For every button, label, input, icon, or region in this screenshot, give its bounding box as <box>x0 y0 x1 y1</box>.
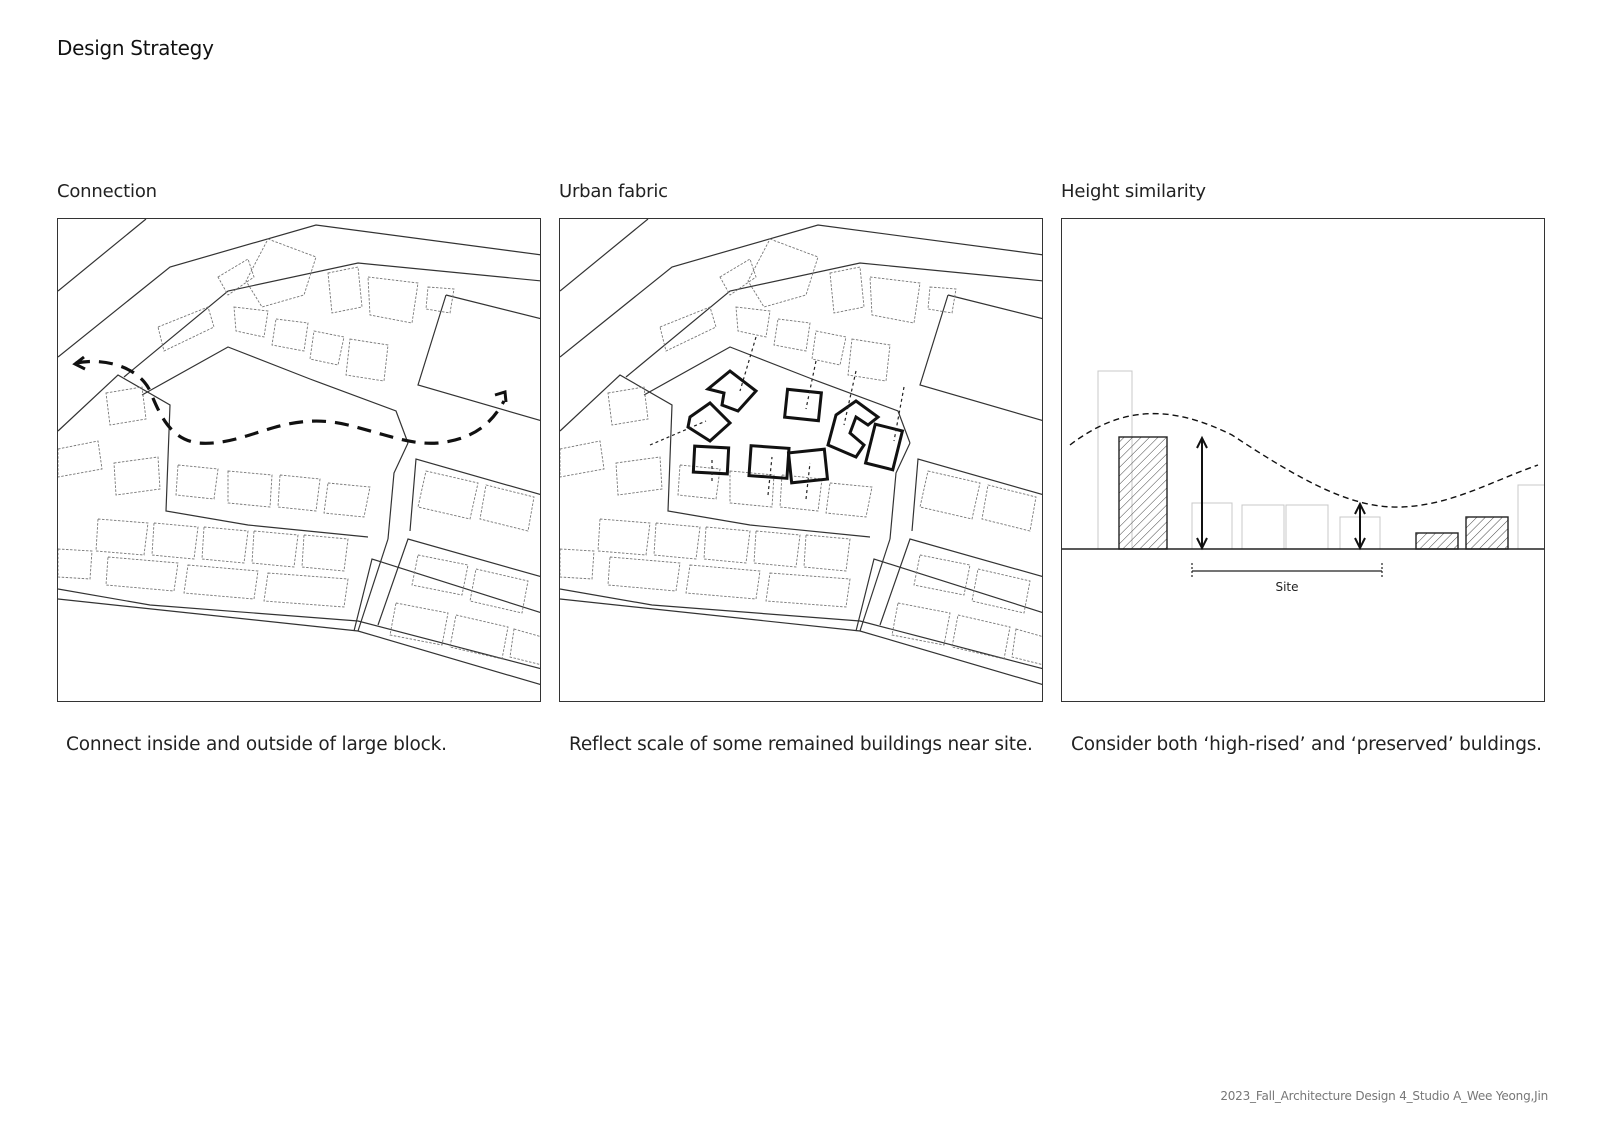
preserved-building-1 <box>1416 533 1458 549</box>
page-title: Design Strategy <box>57 36 214 60</box>
caption-urban-fabric: Reflect scale of some remained buildings near site. <box>569 734 1033 755</box>
footer-credit: 2023_Fall_Architecture Design 4_Studio A_Wee Yeong,Jin <box>1220 1089 1548 1103</box>
reference-arrows <box>650 337 904 499</box>
connection-site-plan <box>58 219 541 702</box>
height-arrow-right <box>1355 504 1365 548</box>
caption-height-similarity: Consider both ‘high-rised’ and ‘preserved’ buldings. <box>1071 734 1542 755</box>
panel-connection-label: Connection <box>57 181 157 202</box>
site-dimension-line <box>1192 563 1382 577</box>
site-label: Site <box>1275 580 1299 594</box>
height-section-diagram <box>1062 219 1545 702</box>
high-rise-building <box>1119 437 1167 549</box>
connection-path <box>75 357 506 443</box>
urban-fabric-site-plan <box>560 219 1043 702</box>
proposed-buildings <box>688 371 902 483</box>
caption-connection: Connect inside and outside of large block. <box>66 734 447 755</box>
panel-urban-fabric-label: Urban fabric <box>559 181 668 202</box>
preserved-building-2 <box>1466 517 1508 549</box>
panel-urban-fabric-diagram <box>559 218 1043 702</box>
panel-height-similarity-label: Height similarity <box>1061 181 1206 202</box>
panel-connection-diagram <box>57 218 541 702</box>
height-arrow-left <box>1197 438 1207 548</box>
city-base-1 <box>58 219 541 685</box>
panel-height-similarity-diagram <box>1061 218 1545 702</box>
